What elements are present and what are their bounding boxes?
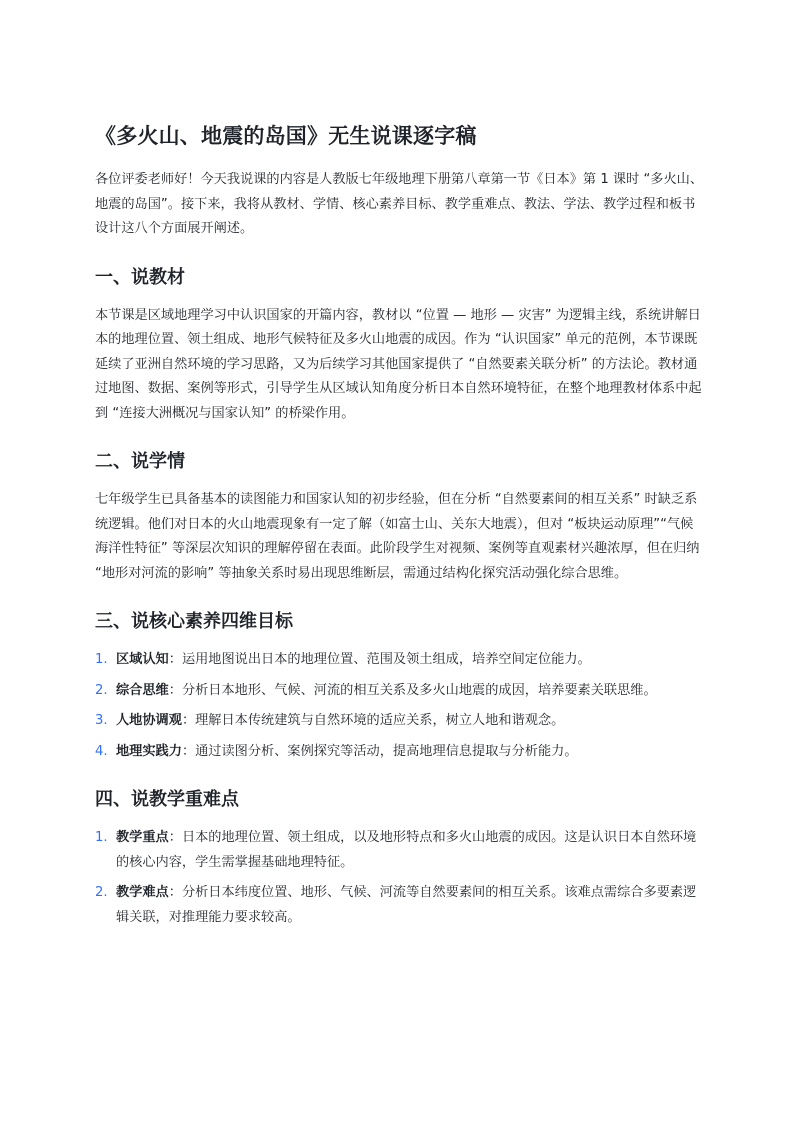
section-body-students: 七年级学生已具备基本的读图能力和国家认知的初步经验，但在分析 “自然要素间的相互关系” 时缺乏系统逻辑。他们对日本的火山地震现象有一定了解（如富士山、关东大地震），但对 “板块运动原理”“气候海洋性特征” 等深层次知识的理解停留在表面。此阶段学生对视频、案例等直观素材兴趣浓厚，但在归纳 “地形对河流的影响” 等抽象关系时易出现思维断层，需通过结构化探究活动强化综合思维。: [95, 492, 700, 581]
section-heading-objectives: 三、说核心素养四维目标: [95, 611, 293, 632]
document-title: 《多火山、地震的岛国》无生说课逐字稿: [95, 124, 477, 148]
section-heading-students: 二、说学情: [95, 451, 185, 472]
list-term: 综合思维: [116, 682, 169, 698]
list-separator: ：: [168, 682, 182, 698]
list-text: 运用地图说出日本的地理位置、范围及领土组成，培养空间定位能力。: [181, 652, 591, 667]
list-separator: ：: [168, 830, 182, 845]
intro-paragraph: 各位评委老师好！今天我说课的内容是人教版七年级地理下册第八章第一节《日本》第 1 课时 “多火山、地震的岛国”。接下来，我将从教材、学情、核心素养目标、教学重难点、教法、学法、教学过程和板书设计这八个方面展开阐述。: [95, 172, 704, 236]
list-term: 教学难点: [116, 885, 169, 900]
list-number: 4.: [95, 743, 108, 759]
list-item: [95, 881, 705, 930]
list-separator: ：: [181, 713, 196, 728]
list-term: 区域认知: [116, 652, 169, 667]
list-term: 教学重点: [116, 830, 169, 845]
key-points-list: [95, 826, 705, 930]
list-text: 理解日本传统建筑与自然环境的适应关系，树立人地和谐观念。: [195, 713, 565, 728]
list-item: [95, 679, 705, 704]
list-number: 2.: [95, 885, 108, 900]
list-number: 2.: [95, 682, 108, 698]
list-number: 1.: [95, 830, 108, 845]
list-item: [95, 826, 705, 875]
section-heading-key-points: 四、说教学重难点: [95, 789, 239, 810]
list-text: 通过读图分析、案例探究等活动，提高地理信息提取与分析能力。: [195, 743, 578, 759]
list-text: 分析日本纬度位置、地形、气候、河流等自然要素间的相互关系。该难点需综合多要素逻辑关联，对推理能力要求较高。: [116, 885, 697, 925]
list-item: [95, 740, 705, 765]
list-separator: ：: [168, 885, 182, 900]
document-page: [95, 118, 705, 930]
list-text: 分析日本地形、气候、河流的相互关系及多火山地震的成因，培养要素关联思维。: [181, 682, 657, 698]
objectives-list: [95, 648, 705, 764]
list-separator: ：: [168, 652, 182, 667]
list-number: 1.: [95, 652, 108, 667]
list-term: 地理实践力: [116, 743, 182, 759]
list-text: 日本的地理位置、领土组成，以及地形特点和多火山地震的成因。这是认识日本自然环境的核心内容，学生需掌握基础地理特征。: [116, 830, 697, 870]
section-heading-textbook: 一、说教材: [95, 266, 185, 288]
list-item: [95, 648, 705, 673]
list-term: 人地协调观: [116, 713, 182, 728]
list-number: 3.: [95, 713, 108, 728]
list-item: [95, 709, 705, 734]
list-separator: ：: [181, 743, 196, 759]
section-body-textbook: 本节课是区域地理学习中认识国家的开篇内容，教材以 “位置 — 地形 — 灾害” 为逻辑主线，系统讲解日本的地理位置、领土组成、地形气候特征及多火山地震的成因。作为 “认识国家” 单元的范例，本节课既延续了亚洲自然环境的学习思路，又为后续学习其他国家提供了 “自然要素关联分析” 的方法论。教材通过地图、数据、案例等形式，引导学生从区域认知角度分析日本自然环境特征，在整个地理教材体系中起到 “连接大洲概况与国家认知” 的桥梁作用。: [95, 307, 702, 421]
